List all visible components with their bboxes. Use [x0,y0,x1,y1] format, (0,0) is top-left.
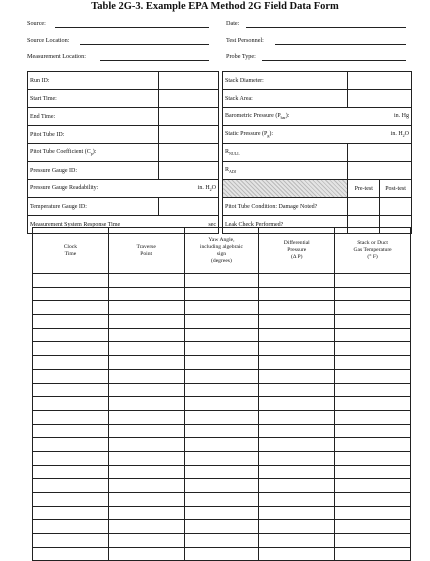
yaw-angle-cell[interactable] [184,506,259,520]
pitot-condition-label: Pitot Tube Condition: Damage Noted? [223,198,348,216]
differential-pressure-cell[interactable] [259,479,335,493]
traverse-point-cell[interactable] [108,342,184,356]
test-personnel-label: Test Personnel: [226,37,264,44]
form-title: Table 2G-3. Example EPA Method 2G Field Data Form [91,1,339,12]
traverse-point-cell[interactable] [108,328,184,342]
gas-temperature-cell[interactable] [335,451,411,465]
differential-pressure-cell[interactable] [259,520,335,534]
date-label: Date: [226,20,240,27]
clock-time-cell[interactable] [33,342,109,356]
clock-time-cell[interactable] [33,547,109,561]
date-field[interactable] [246,27,406,28]
probe-type-label: Probe Type: [226,53,256,60]
clock-time-cell[interactable] [33,274,109,288]
clock-time-cell[interactable] [33,369,109,383]
clock-time-cell[interactable] [33,465,109,479]
differential-pressure-cell[interactable] [259,369,335,383]
gas-temperature-cell[interactable] [335,301,411,315]
end-time-row[interactable] [28,108,219,126]
stack-diameter-row[interactable] [223,72,412,90]
r-adj-row[interactable] [223,162,412,180]
end-time-label: End Time: [28,108,159,126]
traverse-point-cell[interactable] [108,383,184,397]
table-row [33,410,411,424]
pitot-tube-id-value[interactable] [159,126,219,144]
differential-pressure-cell[interactable] [259,534,335,548]
traverse-point-cell[interactable] [108,506,184,520]
traverse-point-cell[interactable] [108,465,184,479]
differential-pressure-cell[interactable] [259,438,335,452]
table-row [33,342,411,356]
traverse-point-cell[interactable] [108,369,184,383]
pressure-gauge-id-value[interactable] [159,162,219,180]
start-time-label: Start Time: [28,90,159,108]
gas-temperature-cell[interactable] [335,274,411,288]
start-time-value[interactable] [159,90,219,108]
pressure-gauge-id-row[interactable] [28,162,219,180]
readability-unit: in. $H_2O$ [197,184,216,193]
clock-time-cell[interactable] [33,287,109,301]
post-test-header: Post-test [380,180,412,198]
pre-post-header-row [223,180,412,198]
differential-pressure-cell[interactable] [259,328,335,342]
barometric-unit: in. Hg [394,112,409,119]
shaded-cell [223,180,348,198]
yaw-angle-cell[interactable] [184,383,259,397]
table-row [33,287,411,301]
table-row [33,520,411,534]
table-row [33,547,411,561]
gas-temperature-cell[interactable] [335,287,411,301]
traverse-point-cell[interactable] [108,493,184,507]
run-id-value[interactable] [159,72,219,90]
table-row [33,356,411,370]
clock-time-cell[interactable] [33,520,109,534]
traverse-point-header: Traverse Point [108,228,184,274]
traverse-data-table [32,227,411,561]
table-row [33,274,411,288]
table-row [33,506,411,520]
table-row [33,438,411,452]
traverse-point-cell[interactable] [108,438,184,452]
stack-area-value[interactable] [348,90,412,108]
yaw-angle-cell[interactable] [184,287,259,301]
traverse-point-cell[interactable] [108,479,184,493]
r-null-label: $R_{NULL}$ [223,144,348,162]
table-row [33,383,411,397]
gas-temperature-cell[interactable] [335,465,411,479]
measurement-location-label: Measurement Location: [27,53,86,60]
pitot-condition-post[interactable] [380,198,412,216]
pressure-gauge-id-label: Pressure Gauge ID: [28,162,159,180]
yaw-angle-cell[interactable] [184,451,259,465]
clock-time-cell[interactable] [33,328,109,342]
r-null-row[interactable] [223,144,412,162]
stack-area-row[interactable] [223,90,412,108]
clock-time-cell[interactable] [33,356,109,370]
differential-pressure-cell[interactable] [259,287,335,301]
clock-time-cell[interactable] [33,438,109,452]
differential-pressure-cell[interactable] [259,383,335,397]
clock-time-cell[interactable] [33,479,109,493]
pitot-coefficient-label: Pitot Tube Coefficient $(C_p)$: [28,144,159,162]
gas-temperature-cell[interactable] [335,369,411,383]
yaw-angle-cell[interactable] [184,493,259,507]
traverse-point-cell[interactable] [108,397,184,411]
gas-temperature-cell[interactable] [335,342,411,356]
barometric-row[interactable] [223,108,412,126]
traverse-point-cell[interactable] [108,424,184,438]
response-time-label[interactable]: Measurement System Response Time sec [28,216,219,234]
traverse-point-cell[interactable] [108,356,184,370]
differential-pressure-cell[interactable] [259,274,335,288]
table-row [33,465,411,479]
differential-pressure-cell[interactable] [259,493,335,507]
yaw-angle-cell[interactable] [184,410,259,424]
source-location-label: Source Location: [27,37,70,44]
differential-pressure-cell[interactable] [259,315,335,329]
traverse-point-cell[interactable] [108,287,184,301]
clock-time-cell[interactable] [33,383,109,397]
differential-pressure-cell[interactable] [259,506,335,520]
source-field[interactable] [55,27,209,28]
pitot-condition-pre[interactable] [348,198,380,216]
traverse-point-cell[interactable] [108,315,184,329]
differential-pressure-cell[interactable] [259,342,335,356]
clock-time-cell[interactable] [33,451,109,465]
gas-temperature-cell[interactable] [335,520,411,534]
pressure-gauge-readability-label[interactable]: Pressure Gauge Readability: in. $H_2O$ [28,180,219,198]
traverse-point-cell[interactable] [108,301,184,315]
left-info-table [27,71,219,234]
table-row [33,479,411,493]
yaw-angle-cell[interactable] [184,356,259,370]
gas-temperature-cell[interactable] [335,315,411,329]
gas-temperature-cell[interactable] [335,383,411,397]
probe-type-field[interactable] [262,60,406,61]
pitot-tube-id-label: Pitot Tube ID: [28,126,159,144]
traverse-point-cell[interactable] [108,520,184,534]
r-adj-value[interactable] [348,162,412,180]
differential-pressure-cell[interactable] [259,465,335,479]
differential-pressure-cell[interactable] [259,356,335,370]
yaw-angle-cell[interactable] [184,547,259,561]
yaw-angle-cell[interactable] [184,328,259,342]
differential-pressure-cell[interactable] [259,301,335,315]
pitot-condition-row[interactable] [223,198,412,216]
table-row [33,315,411,329]
source-location-field[interactable] [80,44,209,45]
yaw-angle-cell[interactable] [184,479,259,493]
clock-time-cell[interactable] [33,506,109,520]
right-info-table [222,71,412,234]
pressure-gauge-readability-row[interactable] [28,180,219,198]
differential-pressure-cell[interactable] [259,410,335,424]
differential-pressure-cell[interactable] [259,397,335,411]
traverse-point-cell[interactable] [108,274,184,288]
clock-time-cell[interactable] [33,397,109,411]
gas-temperature-cell[interactable] [335,397,411,411]
yaw-angle-cell[interactable] [184,520,259,534]
gas-temperature-cell[interactable] [335,506,411,520]
yaw-angle-header: Yaw Angle, including algebraic sign (degrees) [184,228,259,274]
differential-pressure-cell[interactable] [259,547,335,561]
table-row [33,451,411,465]
temperature-gauge-id-label: Temperature Gauge ID: [28,198,159,216]
clock-time-cell[interactable] [33,301,109,315]
gas-temperature-cell[interactable] [335,356,411,370]
traverse-point-cell[interactable] [108,451,184,465]
barometric-label[interactable]: Barometric Pressure $(P_{bar})$: in. Hg [223,108,412,126]
gas-temperature-cell[interactable] [335,479,411,493]
clock-time-cell[interactable] [33,424,109,438]
source-label: Source: [27,20,46,27]
yaw-angle-cell[interactable] [184,465,259,479]
gas-temperature-cell[interactable] [335,410,411,424]
traverse-point-cell[interactable] [108,534,184,548]
static-pressure-label[interactable]: Static Pressure $(P_g)$: in. $H_2O$ [223,126,412,144]
stack-diameter-value[interactable] [348,72,412,90]
gas-temperature-cell[interactable] [335,534,411,548]
stack-area-label: Stack Area: [223,90,348,108]
measurement-location-field[interactable] [100,60,209,61]
yaw-angle-cell[interactable] [184,315,259,329]
start-time-row[interactable] [28,90,219,108]
leak-check-label: Leak Check Performed? [223,216,348,234]
gas-temperature-cell[interactable] [335,493,411,507]
yaw-angle-cell[interactable] [184,424,259,438]
yaw-angle-cell[interactable] [184,274,259,288]
stack-diameter-label: Stack Diameter: [223,72,348,90]
yaw-angle-cell[interactable] [184,369,259,383]
table-row [33,301,411,315]
static-unit: in. $H_2O$ [390,130,409,139]
temperature-gauge-id-value[interactable] [159,198,219,216]
yaw-angle-cell[interactable] [184,397,259,411]
gas-temperature-header: Stack or Duct Gas Temperature (° F) [335,228,411,274]
data-table-header [33,228,411,274]
table-row [33,534,411,548]
clock-time-cell[interactable] [33,410,109,424]
response-unit: sec [208,221,216,228]
pitot-tube-id-row[interactable] [28,126,219,144]
run-id-row[interactable] [28,72,219,90]
table-row [33,424,411,438]
gas-temperature-cell[interactable] [335,424,411,438]
static-pressure-row[interactable] [223,126,412,144]
table-row [33,493,411,507]
differential-pressure-header: Differential Pressure (Δ P) [259,228,335,274]
gas-temperature-cell[interactable] [335,328,411,342]
clock-time-cell[interactable] [33,493,109,507]
yaw-angle-cell[interactable] [184,438,259,452]
table-row [33,397,411,411]
clock-time-cell[interactable] [33,534,109,548]
traverse-point-cell[interactable] [108,410,184,424]
clock-time-cell[interactable] [33,315,109,329]
differential-pressure-cell[interactable] [259,424,335,438]
yaw-angle-cell[interactable] [184,534,259,548]
table-row [33,369,411,383]
r-adj-label: $R_{ADJ}$ [223,162,348,180]
temperature-gauge-id-row[interactable] [28,198,219,216]
r-null-value[interactable] [348,144,412,162]
test-personnel-field[interactable] [275,44,406,45]
gas-temperature-cell[interactable] [335,547,411,561]
end-time-value[interactable] [159,108,219,126]
pitot-coefficient-value[interactable] [159,144,219,162]
yaw-angle-cell[interactable] [184,301,259,315]
gas-temperature-cell[interactable] [335,438,411,452]
yaw-angle-cell[interactable] [184,342,259,356]
run-id-label: Run ID: [28,72,159,90]
clock-time-header: Clock Time [33,228,109,274]
differential-pressure-cell[interactable] [259,451,335,465]
pre-test-header: Pre-test [348,180,380,198]
traverse-point-cell[interactable] [108,547,184,561]
pitot-coefficient-row[interactable] [28,144,219,162]
table-row [33,328,411,342]
data-table-body [33,274,411,561]
